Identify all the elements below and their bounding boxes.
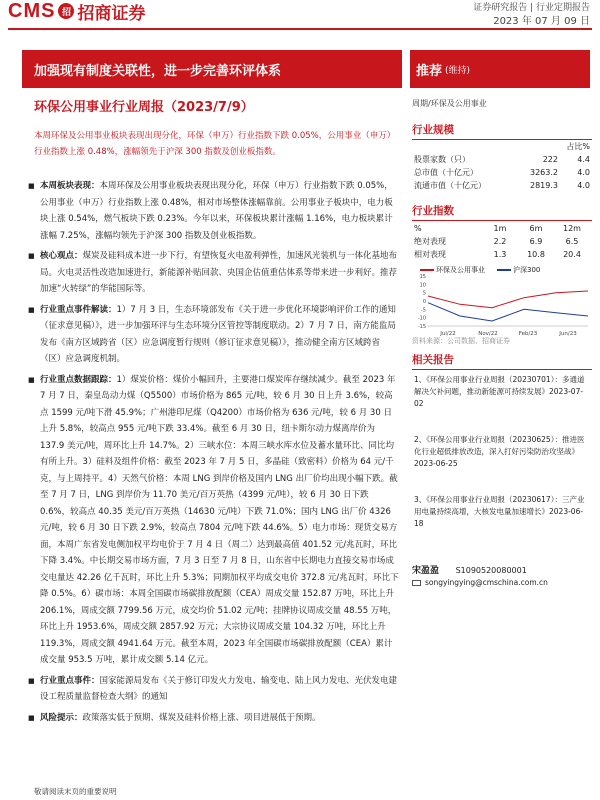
bullet-text: 1）7 月 3 日，生态环境部发布《关于进一步优化环境影响评价工作的通知（征求意见稿）》，进一步加强环评与生态环境分区管控等制度联动。2）7 月 7 日，南方能监局发布《南方区域跨省（区）应急调度暂行规则（修订征求意见稿）》，推动健全南方区域跨省（区）应急调度机制。 [40, 304, 396, 364]
legend-swatch [420, 269, 434, 271]
report-title-bar [22, 50, 402, 88]
chart-source: 资料来源：公司数据、招商证券 [412, 337, 510, 345]
report-subtitle: 环保公用事业行业周报（2023/7/9） [34, 100, 254, 115]
table-row: 流通市值（十亿元） 2819.3 4.0 [414, 181, 590, 190]
performance-chart [412, 274, 592, 336]
table-row: 股票家数（只） 222 4.4 [414, 155, 590, 164]
table-header-row: % 1m 6m 12m [414, 224, 581, 233]
bullet-text: 国家能源局发布《关于修订印发火力发电、输变电、陆上风力发电、光伏发电建设工程质量监督检查大纲》的通知 [40, 675, 398, 702]
y-tick-label: 15 [419, 274, 426, 280]
lead-summary: 本周环保及公用事业板块表现出现分化，环保（申万）行业指数下跌 0.05%，公用事业（申万）行业指数上涨 0.48%，涨幅领先于沪深 300 指数及创业板指数。 [34, 131, 396, 157]
x-tick-label: Jun/23 [559, 331, 577, 336]
y-tick-label: -15 [417, 324, 426, 330]
author-email[interactable]: songyingying@cmschina.com.cn [425, 578, 548, 587]
x-tick-label: Jul/22 [440, 331, 456, 336]
author-email-row [412, 578, 548, 587]
bullet-head: 风险提示： [40, 712, 83, 723]
pct-header: 占比% [566, 142, 590, 151]
y-tick-label: -5 [421, 307, 426, 314]
table-row: 总市值（十亿元） 3263.2 4.0 [414, 168, 590, 177]
header-divider [8, 28, 592, 30]
bullet-text: 1）煤炭价格：煤价小幅回升，主要港口煤炭库存继续减少。截至 2023 年 7 月 7 日，秦皇岛动力煤（Q5500）市场价格为 865 元/吨，较 6 月 30 日上升 3.6%，较高点 1599 元/吨下滑 45.9%；广州港印尼煤（Q4200）市场价格为 636 元/吨，较 6 月 30 日上升 5.8%，较高点 955 元/吨下跌 33.4%。截至 6 月 30 日，纽卡斯尔动力煤离岸价为 137.9 美元/吨，周环比上升 14.7%。2）三峡水位：本周三峡水库水位及蓄水量环比、同比均有所上升。3）硅料及组件价格：截至 2023 年 7 月 5 日，多晶硅（致密料）价格为 64 元/千克，与上周持平。4）天然气价格：本周 LNG 到岸价格及国内 LNG 出厂价均出现小幅下跌。截至 7 月 7 日，LNG 到岸价为 11.70 美元/百万英热（4399 元/吨），较 6 月 30 日下跌 0.6%，较高点 40.35 美元/百万英热（14630 元/吨）下跌 71.0%；国内 LNG 出厂价 4326 元/吨，较 6 月 30 日下跌 2.9%，较高点 7804 元/吨下跌 44.6%。5）电力市场：现货交易方面，本周广东省发电侧加权平均电价于 7 月 4 日（周二）达到最高值 401.52 元/兆瓦时，环比下降 3.4%。中长期交易市场方面，7 月 3 日至 7 月 8 日，山东省中长期电力直接交易市场成交电量达 42.26 亿千瓦时，环比上升 5.3%；同期加权平均成交电价 372.8 元/兆瓦时，环比下降 0.5%。6）碳市场：本周全国碳市场碳排放配额（CEA）周成交量 152.87 万吨，环比上升 206.1%，周成交额 7799.56 万元，成交均价 51.02 元/吨；挂牌协议周成交量 48.55 万吨，环比上升 1953.6%，周成交额 2857.92 万元；大宗协议周成交量 104.32 万吨，环比上升 119.3%，周成交额 4941.64 万元。截至本周，2023 年全国碳市场碳排放配额（CEA）累计成交量 953.5 万吨，累计成交额 5.14 亿元。 [40, 374, 399, 665]
industry-index-heading: 行业指数 [412, 203, 592, 221]
industry-index-table [414, 222, 590, 261]
table-header-row [414, 140, 590, 153]
bullet-text: 政策落实低于预期、煤炭及硅料价格上涨、项目进展低于预期。 [82, 712, 321, 723]
related-reports-heading: 相关报告 [412, 352, 592, 370]
bullet-head: 本周板块表现： [40, 181, 100, 191]
bullet-item [28, 673, 400, 706]
y-tick-label: 5 [422, 290, 426, 297]
logo-text-en: CMS [8, 0, 56, 22]
sector-label: 周期/环保及公用事业 [412, 99, 487, 108]
bullet-item [28, 178, 400, 244]
related-report-item[interactable]: 3、《环保公用事业行业周报（20230617）：三产业用电量持续高增，大核发电量加速增长》2023-06-18 [414, 495, 585, 528]
author-cert: S1090520080001 [455, 566, 527, 575]
x-tick-label: Feb/23 [518, 331, 538, 336]
bullet-text: 本周环保及公用事业板块表现出现分化，环保（申万）行业指数下跌 0.05%，公用事业（申万）行业指数上涨 0.48%，相对市场整体涨幅靠前。公用事业子板块中，电力板块上涨 0.54%，燃气板块下跌 0.23%。今年以来，环保板块累计涨幅 1.16%，电力板块累计涨幅 7.25%，涨幅均领先于沪深 300 指数及创业板指数。 [40, 181, 393, 241]
rating-label: 推荐 [416, 63, 443, 79]
author-line [412, 563, 527, 576]
bullet-head: 核心观点： [40, 251, 83, 261]
y-tick-label: -10 [417, 315, 426, 322]
email-icon [412, 580, 421, 586]
logo-text-cn: 招商证券 [77, 3, 146, 24]
report-title: 加强现有制度关联性，进一步完善环评体系 [34, 63, 282, 79]
bullet-head: 行业重点数据跟踪： [40, 374, 117, 385]
table-row: 相对表现 1.3 10.8 20.4 [414, 250, 581, 259]
footer-disclaimer: 敬请阅读末页的重要说明 [34, 787, 117, 796]
author-name: 宋盈盈 [412, 566, 440, 576]
bullet-item [28, 372, 400, 669]
legend-item: 沪深300 [497, 265, 540, 275]
series-line [428, 291, 588, 308]
industry-scale-heading: 行业规模 [412, 122, 592, 140]
rating-bar [410, 50, 590, 88]
rating-sub: (维持) [445, 65, 471, 76]
bullet-item [28, 302, 400, 368]
related-report-item[interactable]: 2、《环保公用事业行业周报（20230625）：推进医化行业超低排放改造，深入打好污染防治攻坚战》2023-06-25 [414, 435, 585, 468]
y-tick-label: 10 [419, 282, 426, 289]
bullet-head: 行业重点事件解读： [40, 304, 117, 315]
legend-item: 环保及公用事业 [420, 265, 485, 275]
report-type: 证券研究报告 | 行业定期报告 [473, 3, 590, 13]
industry-scale-table [414, 140, 590, 192]
bullet-text: 煤炭及硅料成本进一步下行，有望恢复火电盈利弹性，加速风光装机与一体化基地布局。火电灵活性改造加速进行，新能源补贴回款、央国企估值重估体系等带来进一步利好。推荐加速“火转绿”的华能国际等。 [40, 251, 398, 294]
logo-badge-icon: 招 [58, 3, 74, 19]
bullet-list [28, 178, 400, 730]
report-date: 2023 年 07 月 09 日 [493, 16, 590, 27]
x-tick-label: Nov/22 [478, 331, 498, 336]
bullet-head: 行业重点事件： [40, 675, 100, 686]
table-row: 绝对表现 2.2 6.9 6.5 [414, 237, 579, 246]
related-report-item[interactable]: 1、《环保公用事业行业周报（20230701）：多通道解决欠补问题，推动新能源可持续发展》2023-07-02 [414, 375, 585, 408]
series-line [428, 303, 588, 321]
bullet-item [28, 248, 400, 298]
y-tick-label: 0 [422, 299, 426, 305]
bullet-item [28, 710, 400, 727]
company-logo [8, 0, 145, 22]
legend-swatch [497, 269, 511, 271]
